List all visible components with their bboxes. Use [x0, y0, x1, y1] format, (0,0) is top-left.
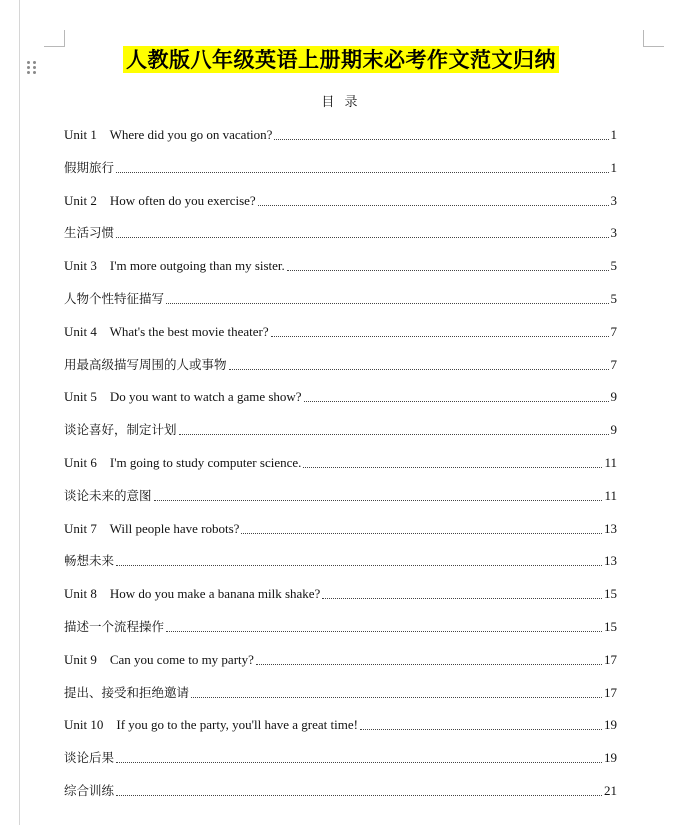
toc-dot-leader: [256, 651, 602, 665]
toc-entry[interactable]: [64, 356, 617, 389]
toc-dot-leader: [179, 421, 609, 435]
toc-page-number[interactable]: 9: [610, 422, 617, 438]
toc-entry-label[interactable]: Unit 2 How often do you exercise?: [64, 192, 256, 208]
toc-entry-label[interactable]: Unit 1 Where did you go on vacation?: [64, 127, 273, 142]
toc-entry[interactable]: [64, 192, 617, 225]
toc-entry[interactable]: [64, 782, 617, 815]
page-left-edge: [19, 0, 20, 825]
toc-entry[interactable]: [64, 290, 617, 323]
toc-dot-leader: [287, 257, 609, 271]
toc-entry[interactable]: [64, 651, 617, 684]
toc-entry-label[interactable]: 假期旅行: [64, 159, 115, 175]
toc-dot-leader: [360, 716, 602, 730]
toc-page-number[interactable]: 13: [604, 520, 617, 536]
toc-entry[interactable]: [64, 716, 617, 749]
toc-heading[interactable]: 目 录: [321, 95, 361, 110]
toc-dot-leader: [154, 487, 603, 501]
toc-page-number[interactable]: 5: [610, 290, 617, 306]
toc-entry[interactable]: [64, 421, 617, 454]
toc-entry[interactable]: [64, 487, 617, 520]
toc-dot-leader: [229, 356, 609, 370]
toc-entry-label[interactable]: Unit 9 Can you come to my party?: [64, 651, 254, 667]
toc-entry-label[interactable]: 综合训练: [64, 782, 115, 798]
toc-entry-label[interactable]: Unit 4 What's the best movie theater?: [64, 323, 269, 339]
toc-page-number[interactable]: 11: [604, 454, 617, 470]
toc-page-number[interactable]: 5: [610, 258, 617, 274]
toc-page-number[interactable]: 19: [604, 717, 617, 733]
toc-page-number[interactable]: 3: [610, 192, 617, 208]
toc-dot-leader: [116, 159, 608, 173]
toc-entry[interactable]: [64, 126, 617, 159]
toc-page-number[interactable]: 3: [610, 225, 617, 241]
toc-entry-label[interactable]: Unit 10 If you go to the party, you'll have a great time!: [64, 717, 358, 733]
toc-page-number[interactable]: 17: [604, 651, 617, 667]
toc-entry-label[interactable]: 谈论喜好，制定计划: [64, 422, 177, 438]
toc-entry-label[interactable]: 人物个性特征描写: [64, 290, 165, 306]
toc-dot-leader: [241, 520, 602, 534]
toc-entry[interactable]: [64, 552, 617, 585]
toc-entry-label[interactable]: Unit 5 Do you want to watch a game show?: [64, 389, 302, 405]
toc-entry[interactable]: [64, 585, 617, 618]
toc-entry-label[interactable]: 生活习惯: [64, 225, 115, 241]
toc-entry-label[interactable]: 谈论未来的意图: [64, 487, 152, 503]
toc-entry[interactable]: [64, 749, 617, 782]
toc-entry[interactable]: [64, 323, 617, 356]
table-of-contents: [64, 126, 617, 815]
toc-page-number[interactable]: 21: [604, 782, 617, 798]
toc-dot-leader: [116, 749, 602, 763]
toc-page-number[interactable]: 19: [604, 750, 617, 766]
toc-dot-leader: [303, 454, 602, 468]
toc-entry-label[interactable]: Unit 7 Will people have robots?: [64, 520, 240, 536]
toc-dot-leader: [166, 618, 602, 632]
toc-page-number[interactable]: 17: [604, 684, 617, 700]
toc-entry-label[interactable]: 用最高级描写周围的人或事物: [64, 356, 227, 372]
toc-dot-leader: [274, 126, 608, 140]
toc-entry[interactable]: [64, 388, 617, 421]
toc-entry[interactable]: [64, 257, 617, 290]
toc-page-number[interactable]: 13: [604, 553, 617, 569]
toc-page-number[interactable]: 15: [604, 586, 617, 602]
toc-entry-label[interactable]: Unit 8 How do you make a banana milk shake?: [64, 586, 321, 602]
toc-entry-label[interactable]: 描述一个流程操作: [64, 618, 165, 634]
toc-entry[interactable]: [64, 454, 617, 487]
toc-dot-leader: [191, 684, 602, 698]
toc-entry-label[interactable]: Unit 3 I'm more outgoing than my sister.: [64, 258, 285, 274]
document-title[interactable]: 人教版八年级英语上册期末必考作文范文归纳: [123, 46, 559, 73]
toc-dot-leader: [166, 290, 608, 304]
toc-entry[interactable]: [64, 618, 617, 651]
toc-dot-leader: [116, 782, 602, 796]
toc-entry[interactable]: [64, 224, 617, 257]
toc-entry-label[interactable]: Unit 6 I'm going to study computer science.: [64, 454, 302, 470]
toc-dot-leader: [322, 585, 602, 599]
toc-entry[interactable]: [64, 159, 617, 192]
toc-entry[interactable]: [64, 520, 617, 553]
toc-dot-leader: [116, 552, 602, 566]
toc-entry-label[interactable]: 谈论后果: [64, 750, 115, 766]
toc-page-number[interactable]: 7: [610, 323, 617, 339]
toc-entry[interactable]: [64, 684, 617, 717]
toc-entry-label[interactable]: 畅想未来: [64, 553, 115, 569]
toc-page-number[interactable]: 9: [610, 389, 617, 405]
toc-page-number[interactable]: 15: [604, 618, 617, 634]
document-title-line: [0, 44, 682, 74]
toc-page-number[interactable]: 11: [604, 487, 617, 503]
toc-dot-leader: [304, 388, 609, 402]
toc-page-number[interactable]: 1: [610, 127, 617, 142]
toc-dot-leader: [116, 224, 608, 238]
toc-dot-leader: [271, 323, 609, 337]
toc-dot-leader: [258, 192, 609, 206]
toc-page-number[interactable]: 1: [610, 159, 617, 175]
toc-entry-label[interactable]: 提出、接受和拒绝邀请: [64, 684, 190, 700]
toc-page-number[interactable]: 7: [610, 356, 617, 372]
